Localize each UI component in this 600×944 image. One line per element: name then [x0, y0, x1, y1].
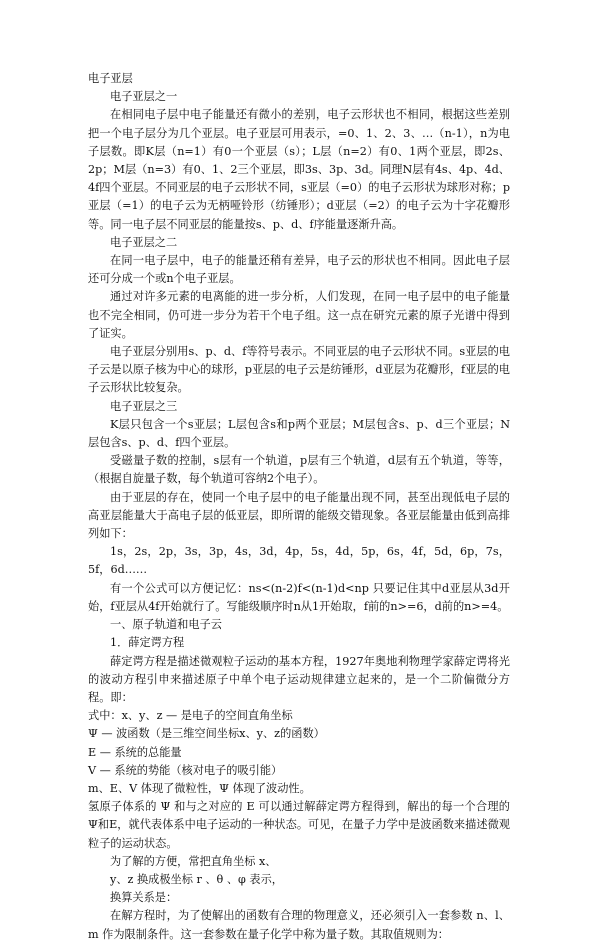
paragraph: 为了解的方便，常把直角坐标 x、 — [110, 854, 277, 868]
paragraph: 在同一电子层中，电子的能量还稍有差异，电子云的形状也不相同。因此电子层还可分成一个或n个电子亚层。 — [88, 254, 510, 286]
paragraph: 由于亚层的存在，使同一个电子层中的电子能量出现不同，甚至出现低电子层的高亚层能量大于高电子层的低亚层，即所谓的能级交错现象。各亚层能量由低到高排列如下： — [88, 490, 510, 541]
paragraph: m、E、V 体现了微粒性，Ψ 体现了波动性。 — [88, 781, 311, 795]
paragraph: 薛定谔方程是描述微观粒子运动的基本方程，1927年奥地利物理学家薛定谔将光的波动方程引申来描述原子中单个电子运动规律建立起来的，是一个二阶偏微分方程。即： — [88, 654, 510, 704]
paragraph: E — 系统的总能量 — [88, 745, 182, 759]
paragraph: 式中：x、y、z — 是电子的空间直角坐标 — [88, 709, 293, 723]
section-heading: 电子亚层之二 — [110, 235, 178, 249]
paragraph: 在相同电子层中电子能量还有微小的差别，电子云形状也不相同，根据这些差别把一个电子层分为几个亚层。电子亚层可用表示，=0、1、2、3、…（n-1），n为电子层数。即K层（n=1）有0一个亚层（s）；L层（n=2）有0、1两个亚层，即2s、2p；M层（n=3）有0、1、2三个亚层，即3s、3p、3d。同理N层有4s、4p、4d、4f四个亚层。不同亚层的电子云形状不同，s亚层（=0）的电子云形状为球形对称；p亚层（=1）的电子云为无柄哑铃形（纺锤形）；d亚层（=2）的电子云为十字花瓣形等。同一电子层不同亚层的能量按s、p、d、f序能量逐渐升高。 — [88, 108, 510, 231]
section-heading: 1．薛定谔方程 — [110, 636, 185, 650]
paragraph: 电子亚层分别用s、p、d、f等符号表示。不同亚层的电子云形状不同。s亚层的电子云是以原子核为中心的球形，p亚层的电子云是纺锤形，d亚层为花瓣形，f亚层的电子云形状比较复杂。 — [88, 345, 510, 395]
paragraph: K层只包含一个s亚层；L层包含s和p两个亚层；M层包含s、p、d三个亚层；N层包含s、p、d、f四个亚层。 — [88, 417, 510, 450]
paragraph: 换算关系是： — [110, 891, 178, 905]
section-heading: 电子亚层之三 — [110, 399, 178, 413]
document-page — [88, 70, 510, 944]
paragraph: y、z 换成极坐标 r 、θ 、φ 表示， — [110, 872, 283, 886]
paragraph: 氢原子体系的 Ψ 和与之对应的 E 可以通过解薛定谔方程得到，解出的每一个合理的Ψ和E，就代表体系中电子运动的一种状态。可见，在量子力学中是波函数来描述微观粒子的运动状态。 — [88, 800, 510, 850]
paragraph: 通过对许多元素的电离能的进一步分析，人们发现，在同一电子层中的电子能量也不完全相同，仍可进一步分为若干个电子组。这一点在研究元素的原子光谱中得到了证实。 — [88, 290, 510, 340]
section-heading: 电子亚层之一 — [110, 90, 178, 104]
paragraph: 受磁量子数的控制，s层有一个轨道，p层有三个轨道，d层有五个轨道，等等，（根据自旋量子数，每个轨道可容纳2个电子）。 — [88, 454, 510, 486]
section-heading: 一、原子轨道和电子云 — [110, 618, 222, 632]
paragraph: 有一个公式可以方便记忆：ns<(n-2)f<(n-1)d<np 只要记住其中d亚层从3d开始，f亚层从4f开始就行了。写能级顺序时n从1开始取，f前的n>=6，d前的n>=4。 — [88, 581, 510, 613]
paragraph: V — 系统的势能（核对电子的吸引能） — [88, 763, 283, 777]
paragraph: 1s，2s，2p，3s，3p，4s，3d，4p，5s，4d，5p，6s，4f，5d，6p，7s，5f，6d…… — [88, 545, 510, 577]
paragraph: Ψ — 波函数（是三维空间坐标x、y、z的函数） — [88, 727, 325, 741]
document-body — [88, 88, 510, 944]
paragraph: 在解方程时，为了使解出的函数有合理的物理意义，还必须引入一套参数 n、l、m 作为限制条件。这一套参数在量子化学中称为量子数。其取值规则为： — [88, 909, 510, 941]
document-title: 电子亚层 — [88, 72, 133, 85]
